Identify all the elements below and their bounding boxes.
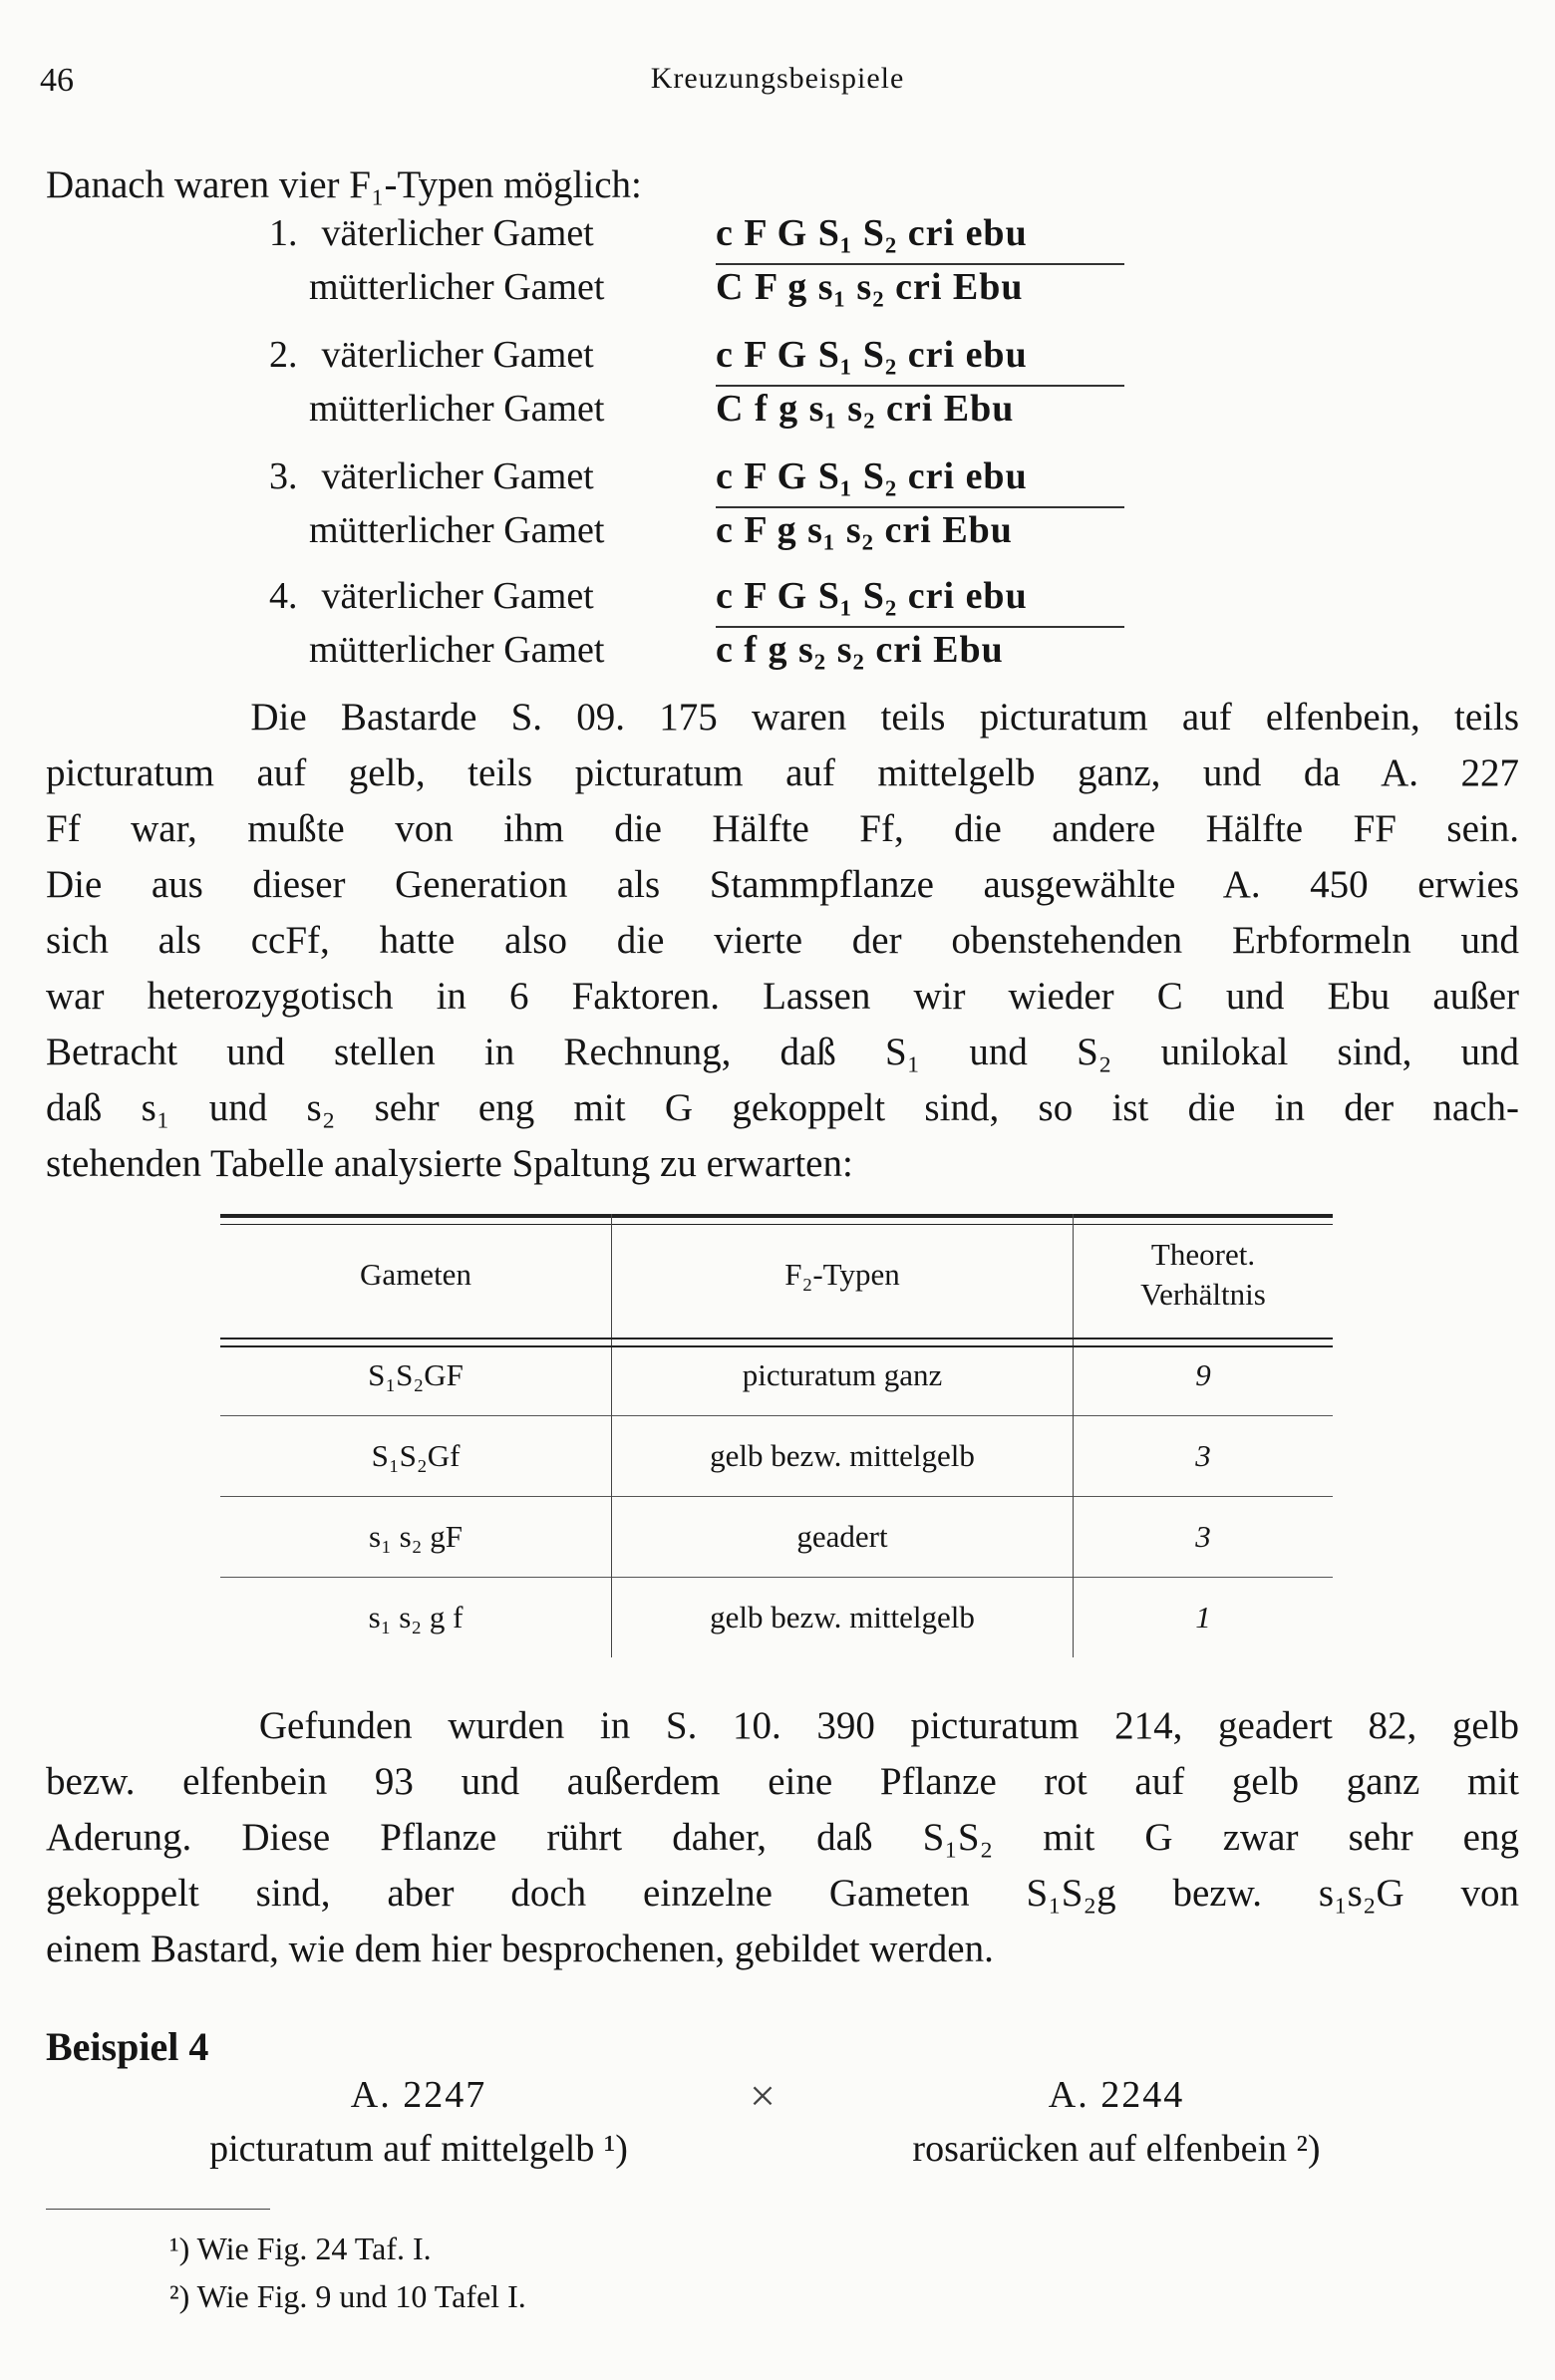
gamete-number: 2. — [269, 334, 298, 376]
footnote-2: ²) Wie Fig. 9 und 10 Tafel I. — [169, 2278, 526, 2314]
cross-symbol: × — [750, 2070, 776, 2121]
running-title: Kreuzungsbeispiele — [650, 62, 905, 95]
mother-formula: c F g s₁ s₂ cri Ebu — [716, 509, 1013, 551]
gamete-cell: S₁S₂Gf — [220, 1416, 612, 1497]
father-formula: c F G S₁ S₂ cri ebu — [716, 455, 1028, 497]
father-formula: c F G S₁ S₂ cri ebu — [716, 212, 1028, 254]
type-cell: gelb bezw. mittelgelb — [612, 1416, 1074, 1497]
fraction-line — [716, 506, 1124, 508]
father-label: väterlicher Gamet — [321, 575, 594, 617]
footnote-1: ¹) Wie Fig. 24 Taf. I. — [169, 2231, 432, 2266]
text-line: war heterozygotisch in 6 Faktoren. Lassen wir wieder C und Ebu außer — [46, 975, 1519, 1018]
father-gamete-row — [269, 333, 1028, 377]
table-header-rule-2 — [220, 1345, 1333, 1347]
mother-label: mütterlicher Gamet — [309, 266, 605, 308]
ratio-cell: 3 — [1074, 1497, 1334, 1578]
text-line: Die aus dieser Generation als Stammpflanze ausgewählte A. 450 erwies — [46, 863, 1519, 906]
table-row — [220, 1497, 1333, 1578]
parent-a-desc: picturatum auf mittelgelb ¹) — [209, 2128, 628, 2170]
father-label: väterlicher Gamet — [321, 334, 594, 376]
type-cell: geadert — [612, 1497, 1074, 1578]
parent-b-desc: rosarücken auf elfenbein ²) — [912, 2128, 1321, 2170]
text-line: stehenden Tabelle analysierte Spaltung zu erwarten: — [46, 1142, 853, 1185]
fraction-line — [716, 385, 1124, 387]
ratio-cell: 1 — [1074, 1578, 1334, 1658]
type-cell: gelb bezw. mittelgelb — [612, 1578, 1074, 1658]
fraction-line — [716, 626, 1124, 628]
table-row — [220, 1336, 1333, 1416]
text-line: Aderung. Diese Pflanze rührt daher, daß S₁S₂ mit G zwar sehr eng — [46, 1816, 1519, 1859]
type-cell: picturatum ganz — [612, 1336, 1074, 1416]
text-line: picturatum auf gelb, teils picturatum auf mittelgelb ganz, und da A. 227 — [46, 751, 1519, 794]
text-line: Ff war, mußte von ihm die Hälfte Ff, die andere Hälfte FF sein. — [46, 807, 1519, 850]
mother-label: mütterlicher Gamet — [309, 509, 605, 551]
ratio-cell: 3 — [1074, 1416, 1334, 1497]
text-line: bezw. elfenbein 93 und außerdem eine Pflanze rot auf gelb ganz mit — [46, 1760, 1519, 1803]
header-gameten: Gameten — [220, 1214, 612, 1336]
father-label: väterlicher Gamet — [321, 455, 594, 497]
father-gamete-row — [269, 574, 1028, 618]
mother-label: mütterlicher Gamet — [309, 629, 605, 671]
table-row — [220, 1416, 1333, 1497]
parent-b-id: A. 2244 — [1048, 2074, 1185, 2116]
father-gamete-row — [269, 211, 1028, 255]
example-heading: Beispiel 4 — [46, 2024, 209, 2069]
table-row — [220, 1578, 1333, 1658]
gamete-number: 1. — [269, 212, 298, 254]
intro-line: Danach waren vier F₁-Typen möglich: — [46, 163, 642, 206]
table-header-rule — [220, 1338, 1333, 1339]
page-number: 46 — [40, 62, 74, 99]
mother-gamete-row — [309, 265, 1024, 309]
mother-formula: c f g s₂ s₂ cri Ebu — [716, 629, 1004, 671]
father-formula: c F G S₁ S₂ cri ebu — [716, 334, 1028, 376]
father-gamete-row — [269, 454, 1028, 498]
father-label: väterlicher Gamet — [321, 212, 594, 254]
text-line: Gefunden wurden in S. 10. 390 picturatum 214, geadert 82, gelb — [46, 1704, 1519, 1747]
text-line: daß s₁ und s₂ sehr eng mit G gekoppelt sind, so ist die in der nach- — [46, 1086, 1519, 1129]
header-f2-typen: F₂-Typen — [612, 1214, 1074, 1336]
fraction-line — [716, 263, 1124, 265]
gamete-cell: s₁ s₂ gF — [220, 1497, 612, 1578]
ratio-cell: 9 — [1195, 1357, 1211, 1392]
text-line: Betracht und stellen in Rechnung, daß S₁ und S₂ unilokal sind, und — [46, 1031, 1519, 1073]
mother-formula: C F g s₁ s₂ cri Ebu — [716, 266, 1024, 308]
footnote-rule — [46, 2209, 270, 2210]
text-line: Die Bastarde S. 09. 175 waren teils picturatum auf elfenbein, teils — [46, 696, 1519, 739]
mother-gamete-row — [309, 508, 1013, 552]
gamete-number: 4. — [269, 575, 298, 617]
father-formula: c F G S₁ S₂ cri ebu — [716, 575, 1028, 617]
parent-a-id: A. 2247 — [350, 2074, 487, 2116]
text-line: einem Bastard, wie dem hier besprochenen, gebildet werden. — [46, 1928, 994, 1970]
text-line: sich als ccFf, hatte also die vierte der obenstehenden Erbformeln und — [46, 919, 1519, 962]
segregation-table — [220, 1214, 1333, 1657]
mother-gamete-row — [309, 387, 1015, 431]
mother-label: mütterlicher Gamet — [309, 388, 605, 430]
mother-formula: C f g s₁ s₂ cri Ebu — [716, 388, 1015, 430]
text-line: gekoppelt sind, aber doch einzelne Gameten S₁S₂g bezw. s₁s₂G von — [46, 1872, 1519, 1915]
header-ratio: Theoret. Verhältnis — [1140, 1237, 1266, 1312]
gamete-cell: S₁S₂GF — [220, 1336, 612, 1416]
gamete-cell: s₁ s₂ g f — [220, 1578, 612, 1658]
gamete-number: 3. — [269, 455, 298, 497]
mother-gamete-row — [309, 628, 1004, 672]
